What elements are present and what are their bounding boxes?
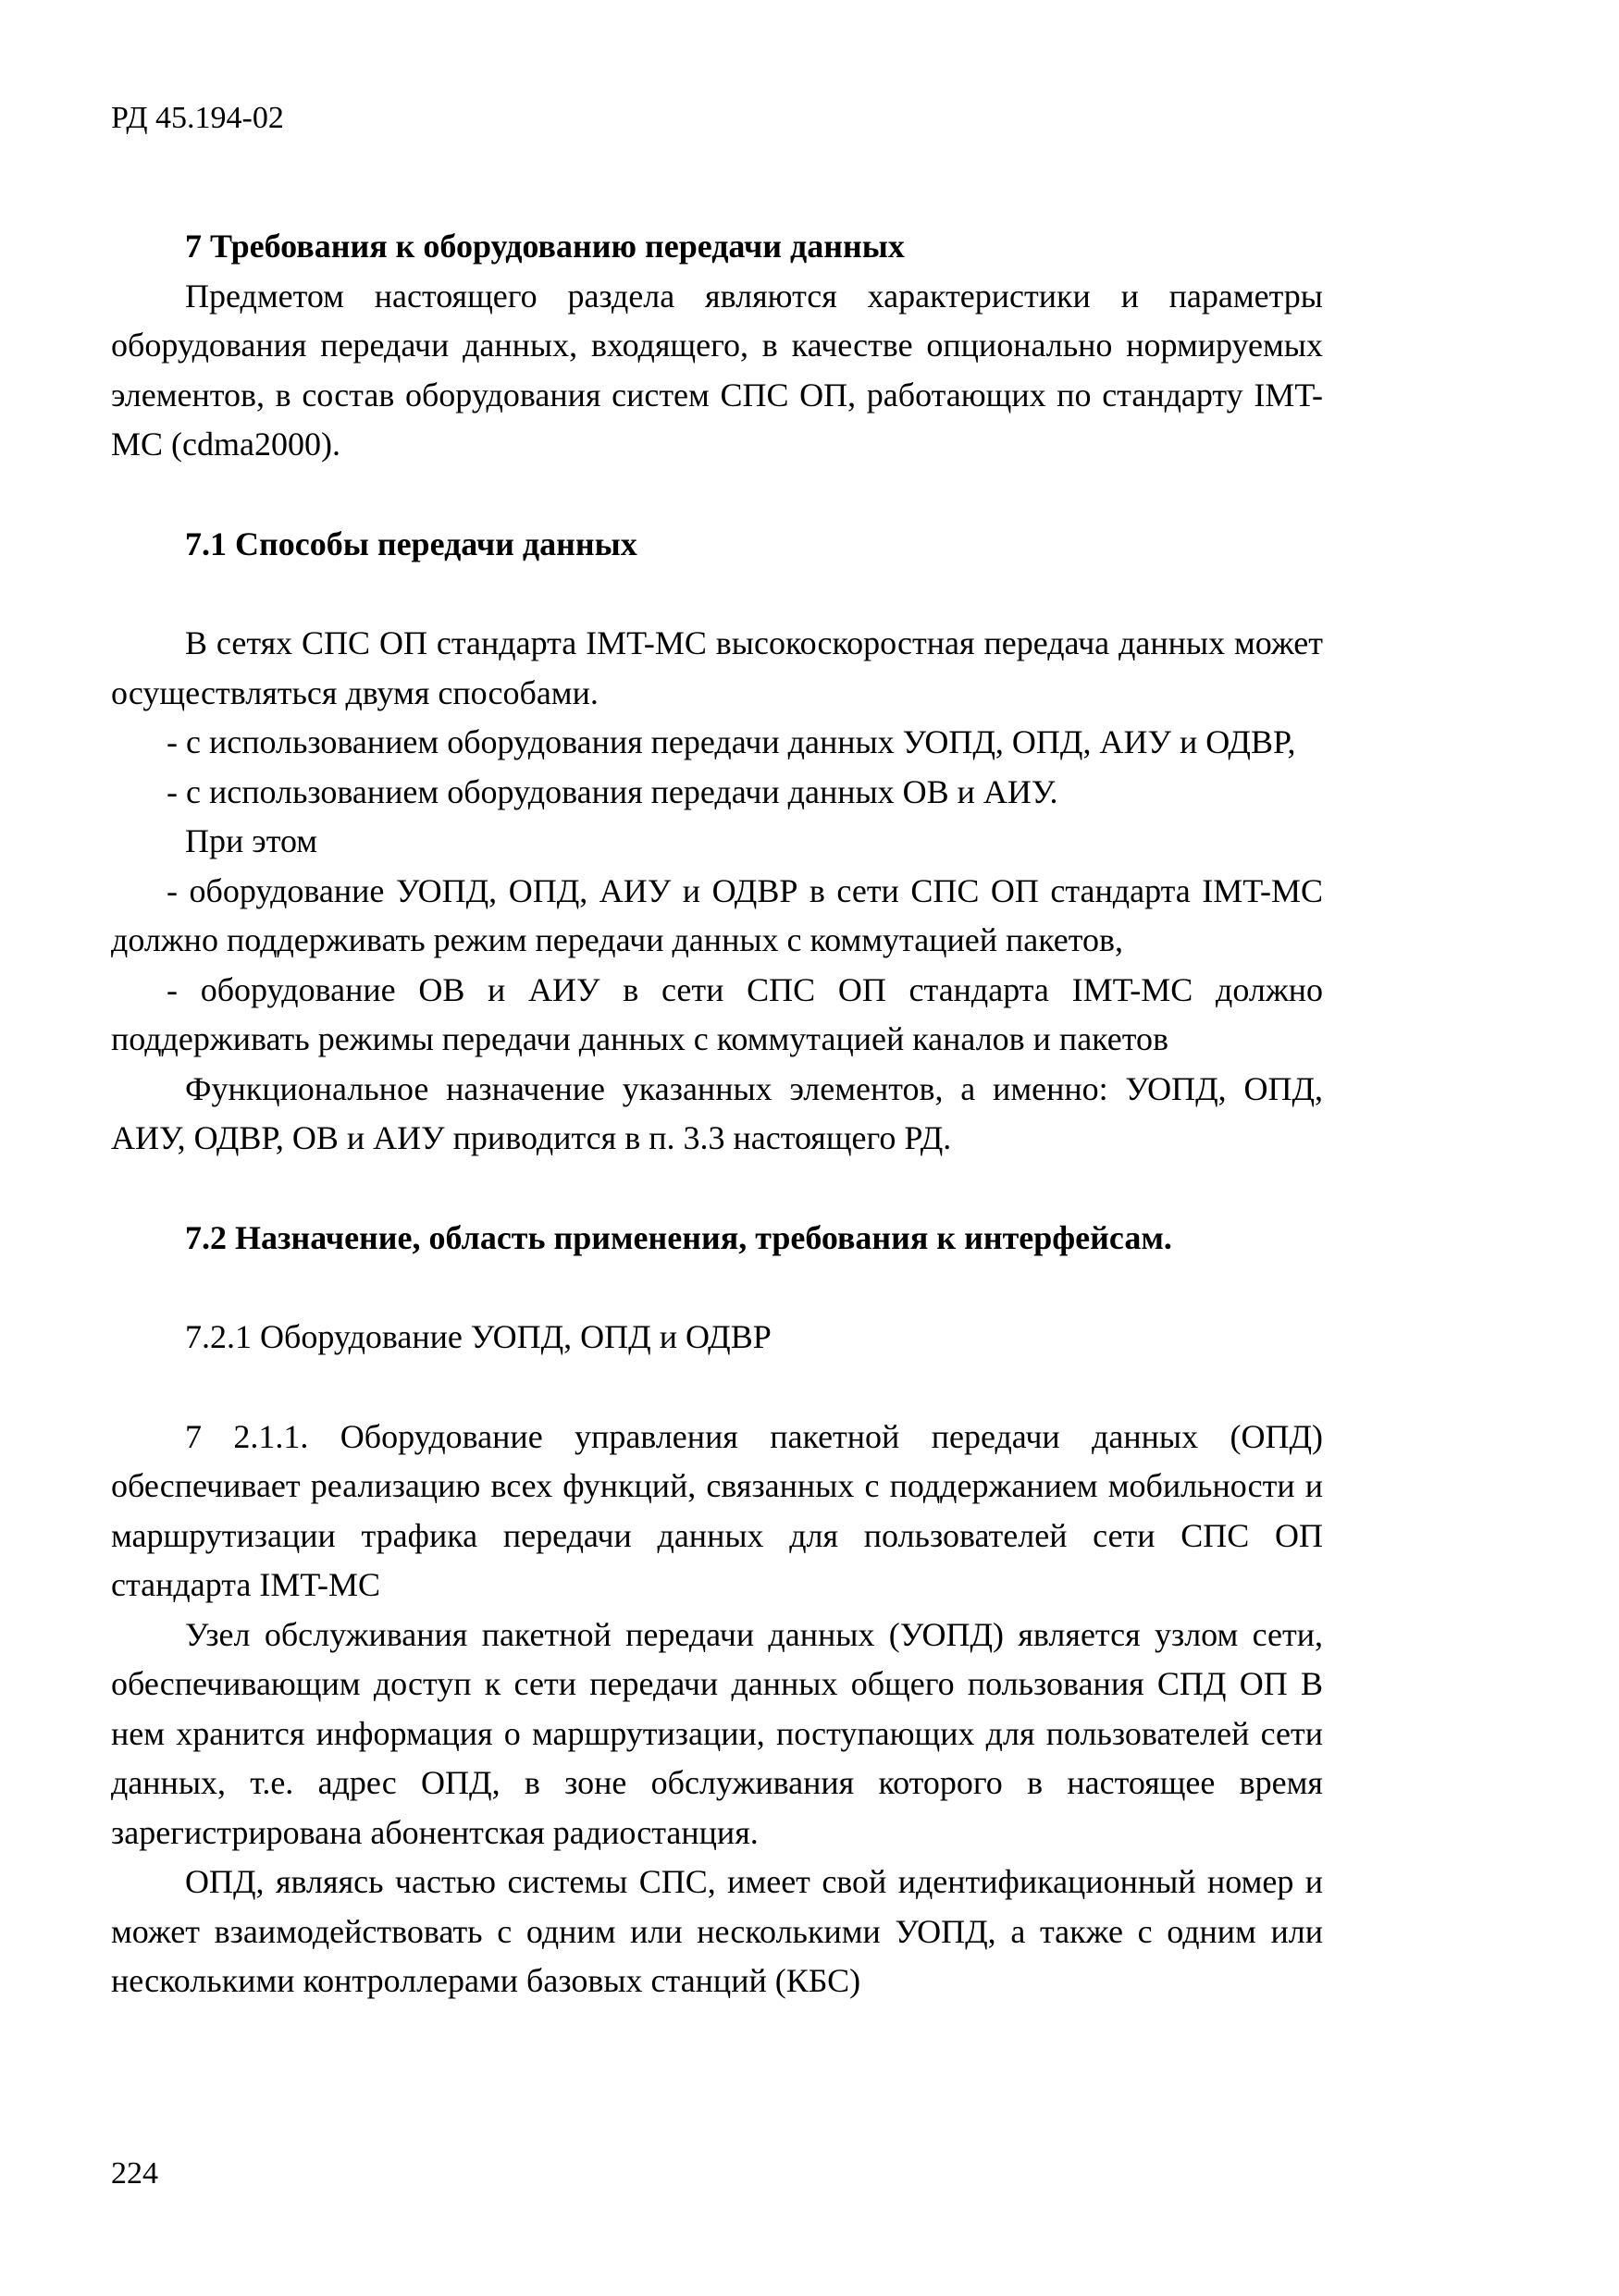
section-7-1-heading: 7.1 Способы передачи данных <box>185 525 637 562</box>
document-code: РД 45.194-02 <box>111 101 284 135</box>
section-7-1-bullet-3: - оборудование УОПД, ОПД, АИУ и ОДВР в сети СПС ОП стандарта IMT-MC должно поддерживать режим передачи данных с коммутацией пакетов, <box>111 871 1323 958</box>
document-body <box>111 222 1323 2006</box>
section-7-2-heading: 7.2 Назначение, область применения, требования к интерфейсам. <box>185 1218 1172 1256</box>
section-7-heading: 7 Требования к оборудованию передачи данных <box>185 228 905 265</box>
section-7-1-bullet-4: - оборудование ОВ и АИУ в сети СПС ОП стандарта IMT-MC должно поддерживать режимы передачи данных с коммутацией каналов и пакетов <box>111 970 1323 1057</box>
section-7-1-pri-etom: При этом <box>185 822 318 859</box>
section-7-1-bullet-1: - с использованием оборудования передачи данных УОПД, ОПД, АИУ и ОДВР, <box>167 723 1296 760</box>
section-7-2-paragraph-2: Узел обслуживания пакетной передачи данных (УОПД) является узлом сети, обеспечивающим доступ к сети передачи данных общего пользования СПД ОП В нем хранится информация о маршрутизации, поступающих для пользователей сети данных, т.е. адрес ОПД, в зоне обслуживания которого в настоящее время зарегистрирована абонентская радиостанция. <box>111 1615 1323 1851</box>
page-number: 224 <box>111 2156 158 2191</box>
section-7-2-1-heading: 7.2.1 Оборудование УОПД, ОПД и ОДВР <box>185 1318 772 1355</box>
section-7-2-paragraph-1: 7 2.1.1. Оборудование управления пакетной передачи данных (ОПД) обеспечивает реализацию всех функций, связанных с поддержанием мобильности и маршрутизации трафика передачи данных для пользователей сети СПС ОП стандарта IMT-MC <box>111 1417 1323 1603</box>
section-7-1-paragraph-2: Функциональное назначение указанных элементов, а именно: УОПД, ОПД, АИУ, ОДВР, ОВ и АИУ приводится в п. 3.3 настоящего РД. <box>111 1069 1323 1156</box>
section-7-2-paragraph-3: ОПД, являясь частью системы СПС, имеет свой идентификационный номер и может взаимодействовать с одним или несколькими УОПД, а также с одним или несколькими контроллерами базовых станций (КБС) <box>111 1863 1323 1999</box>
section-7-intro: Предметом настоящего раздела являются характеристики и параметры оборудования передачи данных, входящего, в качестве опционально нормируемых элементов, в состав оборудования систем СПС ОП, работающих по стандарту IMT-MC (cdma2000). <box>111 277 1323 463</box>
section-7-1-bullet-2: - с использованием оборудования передачи данных ОВ и АИУ. <box>167 772 1058 810</box>
section-7-1-paragraph-1: В сетях СПС ОП стандарта IMT-MC высокоскоростная передача данных может осуществляться двумя способами. <box>111 624 1323 711</box>
